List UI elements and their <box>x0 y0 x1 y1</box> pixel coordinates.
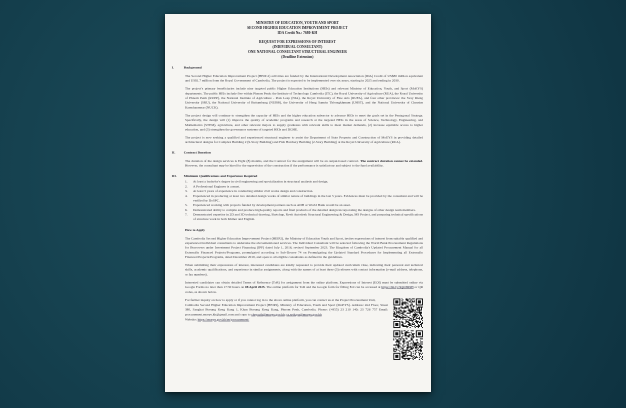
apply-paragraph-2: When submitting their expressions of interest, interested candidates are kindly requested to provide their updated curriculum vitae, indicating their personal and technical skills, academic qualifications, and experience in similar assignments, along with the names of at least three (3) referees with contact information (e-mail address, telephone, or fax numbers). <box>184 263 423 277</box>
subtitle-consultant: (INDIVIDUAL CONSULTANT) <box>272 44 323 49</box>
section-contract-heading <box>172 150 423 155</box>
document-page <box>165 14 431 392</box>
background-paragraph-2: The project's primary beneficiaries include nine targeted public Higher Education Institutions (HEIs) and relevant Ministry of Education, Youth, and Sport (MoEYS) departments. The public HEIs include five within Phnom Penh: the Institute of Technology Cambodia (ITC), the Royal University of Agriculture (RUA), the Royal University of Phnom Penh (RUPP), the National Institute of Agriculture - Prek Leap (NIA), the Royal University of Fine Arts (RUFA), and four other provinces: the Svay Rieng University (SRU), the National University of Battambang (NUBB), the University of Heng Samrin Thbongkhmum (UHST), and the National University of Cheasim Kamchaymear (NUCK). <box>184 86 423 110</box>
list-item: 4. Experienced in producing at least two detailed design works of similar nature of buildings in the last 5 years. Evidences must be provided by the consultant and will be verified by DoSPC. <box>184 193 423 203</box>
deadline-date: 08 April 2025 <box>245 285 265 289</box>
background-paragraph-4: The project is now seeking a qualified and experienced structural engineer to assist the Department of State Property and Construction of MoEYS in providing detailed architectural designs for Complex Building 2 (9-Story Building) and Fish Hatchery Building (2-Story Building) at the Royal University of Agriculture (RUA). <box>184 135 423 145</box>
list-item: 1. At least a bachelor's degree in civil engineering and specialization in structural analysis and design. <box>184 179 329 184</box>
section-qualifications <box>165 173 431 221</box>
contact-email-1[interactable]: chey.uth@moeys.gov.kh <box>251 312 285 317</box>
subtitle-deadline: (Deadline Extension) <box>281 54 314 60</box>
contact-email-2[interactable]: ra.seth.pu@moeys.gov.kh <box>286 312 322 317</box>
credit-number: IDA Credit No.: 7680-KH <box>277 30 318 35</box>
apply-paragraph-3: Interested candidates can obtain detailed Terms of Reference (ToR) for assignment from the online platform. Expressions of Interest (EOI) must be submitted online via Google Forms no later than 17:30 hours on 08 April 2025. The online platform for ToR and the Google form for filling EoI can be accessed at https://bit.ly/3QO3R9H or QR codes, as shown below. <box>184 280 423 294</box>
contact-block <box>185 297 423 321</box>
qualifications-list <box>165 179 431 221</box>
background-paragraph-1: The Second Higher Education Improvement Project (HEIP-2) activities are funded by the International Development Association (IDA) Credit of US$80 million equivalent and US$1.7 million from the Royal Government of Cambodia. The project is expected to be implemented over six years, starting in 2025 and ending in 2030. <box>184 73 423 83</box>
apply-paragraph-4: For further inquiry on how to apply or if you cannot log in to the above online platform, you can contact us at the Project Procurement Unit, <box>184 297 376 302</box>
subtitle-position: ONE NATIONAL CONSULTANT STRUCTURAL ENGINEER <box>247 49 347 54</box>
qr-code-top <box>393 298 423 328</box>
website-line: Website: https://moeys.gov.kh/en/procurement/ <box>184 317 250 322</box>
qr-code-bottom <box>393 330 423 360</box>
contact-details: Cambodia Second Higher Education Improvement Project (HEIP2), Ministry of Education, Youth and Sport (MoEYS). Address: 2nd Floor, Street 380, Sangkat Boeung Keng Kang 1, Khan Boeung Keng Kang, Phnom Penh, Cambodia. Phone: (+855) 23 210 140; 23 726 757 Email: procurement.moeys.kh@gmail.com and copy to chey.uth@moeys.gov.kh; ra.seth.pu@moeys.gov.kh <box>184 303 389 317</box>
section-background <box>165 65 431 144</box>
section-background-heading <box>172 65 423 70</box>
section-contract-duration <box>165 150 431 168</box>
list-item: 7. Demonstrated expertise in 2D and 3D technical drawing, Sketchup, Revit Autodesk Structural Engineering & Design, MS Project, and preparing technical specifications of structure work in both Khmer and English. <box>184 212 423 221</box>
project-name: SECOND HIGHER EDUCATION IMPROVEMENT PROJECT <box>247 25 348 30</box>
qr-code-stack <box>393 298 423 360</box>
background-paragraph-3: The project design will continue to strengthen the capacity of HEIs and the higher education subsector to advance HEIs to meet the goals set in the Pentagonal Strategy. Specifically, the design will (1) improve the quality of academic programs and research at the targeted HEIs in the areas of Science, Technology, Engineering, and Mathematics (STEM), agriculture, and other relevant majors to supply graduates with relevant skills to meet market demands, (2) increase equitable access to higher education, and (3) strengthen the governance systems of targeted HEIs and DGHE. <box>184 113 423 132</box>
list-item: 5. Experienced working with projects funded by development partners such as ADB or World Bank would be an asset. <box>184 203 351 207</box>
section-number: II. <box>171 150 176 155</box>
eoi-platform-link[interactable]: https://bit.ly/3QO3R9H <box>381 285 414 289</box>
how-to-apply-heading: How to Apply <box>184 227 206 232</box>
section-number: III. <box>171 173 177 178</box>
list-item: 3. At least 5 years of experience in conducting similar civil works design and construction. <box>184 189 314 193</box>
list-item: 2. A Professional Engineer is a must. <box>184 184 240 189</box>
section-number: I. <box>171 65 174 70</box>
section-how-to-apply <box>165 227 431 321</box>
section-qualifications-heading <box>172 173 423 178</box>
section-title: Background <box>183 65 202 70</box>
contract-bold-note: The contract duration cannot be extended. <box>360 158 423 163</box>
apply-paragraph-1: The Cambodia Second Higher Education Improvement Project (HEIP2), the Ministry of Education Youth and Sport, invites expressions of interest from suitably qualified and experienced individual consultants to undertake the abovementioned services. The Individual Consultant will be selected following the World Bank Procurement Regulations for Borrowers under Investment Project Financing (IPF) dated July 1, 2016, revised September 2023. The Kingdom of Cambodia's Updated Procurement Manual for all Externally Financed Projects/Programs, promulgated according to Sub-Decree 74 on Promulgating the Updated Standard Procedures for Implementing all Externally Financed Projects/Programs, dated December 2019, and open to all eligible consultants as defined in the guidelines. <box>184 236 423 259</box>
section-title: Contract Duration <box>183 150 211 155</box>
contract-paragraph: The duration of the design services is Eight (8) months, and the Contract for the assignment will be an output-based contract. The contract duration cannot be extended. However, the consultant may be hired for the supervision of the construction if the performance is satisfactory and subject to the fund availability. <box>184 158 423 168</box>
request-title: REQUEST FOR EXPRESSIONS OF INTEREST <box>259 39 336 44</box>
section-title: Minimum Qualifications and Experience Required <box>183 173 258 178</box>
document-header <box>172 20 423 60</box>
website-link[interactable]: https://moeys.gov.kh/en/procurement/ <box>197 317 250 322</box>
list-item: 6. Demonstrated ability to compile and produce high-quality reports and final products of the detailed design incorporating the designs of other design team members. <box>184 207 416 212</box>
ministry-name: MINISTRY OF EDUCATION, YOUTH AND SPORT <box>255 20 339 25</box>
